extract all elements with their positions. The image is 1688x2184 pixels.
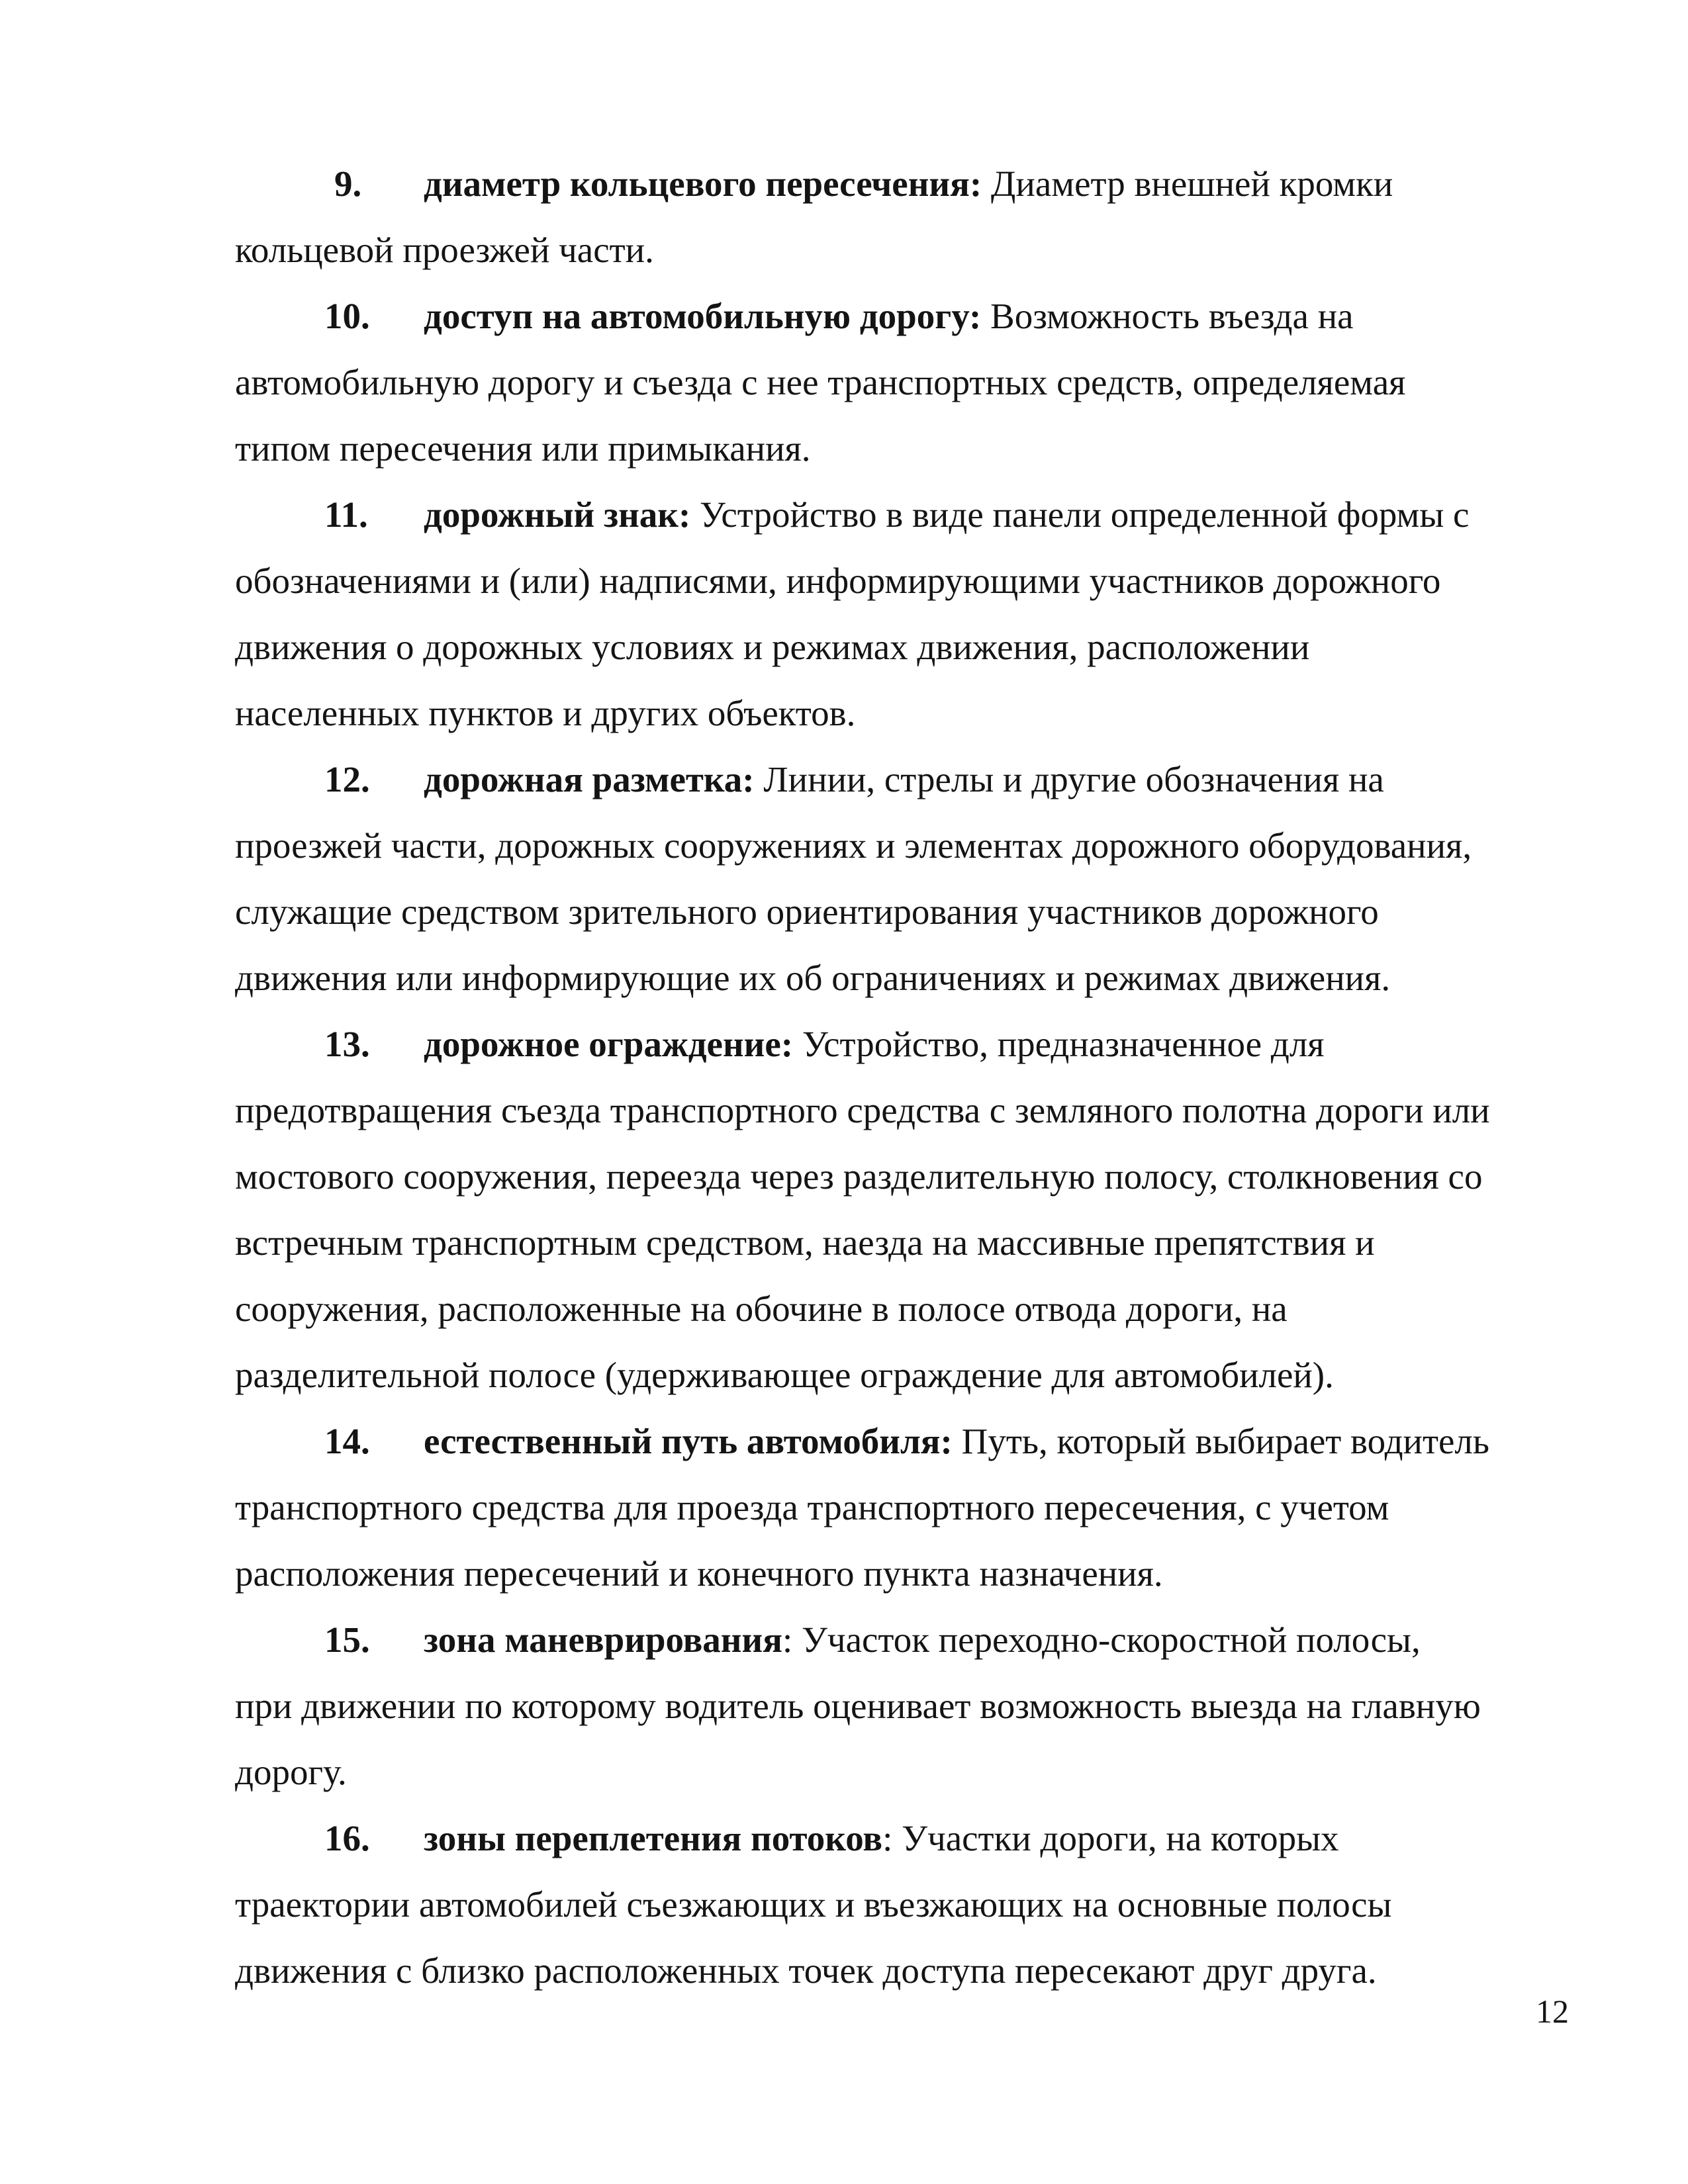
definition-entry (235, 1607, 1566, 1805)
entry-number: 15. (324, 1619, 370, 1660)
entry-term: дорожный знак: (424, 494, 691, 535)
definition-entry (235, 1408, 1566, 1607)
entry-term: дорожная разметка: (424, 759, 755, 799)
entry-text: Возможность въезда на (981, 296, 1354, 336)
entry-text: разделительной полосе (удерживающее ограждение для автомобилей). (235, 1355, 1334, 1395)
definition-entry (235, 747, 1566, 1011)
entry-term: дорожное ограждение: (424, 1024, 794, 1064)
entry-text: служащие средством зрительного ориентирования участников дорожного (235, 891, 1379, 932)
entry-text: Устройство, предназначенное для (793, 1024, 1325, 1064)
entry-text: Путь, который выбирает водитель (952, 1421, 1489, 1461)
entry-text: мостового сооружения, переезда через разделительную полосу, столкновения со (235, 1156, 1483, 1197)
entry-term: естественный путь автомобиля: (424, 1421, 953, 1461)
entry-text: движения с близко расположенных точек доступа пересекают друг друга. (235, 1950, 1377, 1991)
entry-text: дорогу. (235, 1752, 347, 1792)
entry-text: встречным транспортным средством, наезда на массивные препятствия и (235, 1222, 1375, 1263)
entry-number: 13. (324, 1024, 370, 1064)
entry-text: расположения пересечений и конечного пункта назначения. (235, 1553, 1163, 1594)
entry-number: 12. (324, 759, 370, 799)
entry-text: движения или информирующие их об ограничениях и режимах движения. (235, 958, 1391, 998)
entry-number: 16. (324, 1818, 370, 1858)
entry-term: зоны переплетения потоков (424, 1818, 883, 1858)
definition-entry (235, 1011, 1566, 1408)
entry-text: типом пересечения или примыкания. (235, 428, 811, 469)
entry-term: доступ на автомобильную дорогу: (424, 296, 982, 336)
entry-text: транспортного средства для проезда транспортного пересечения, с учетом (235, 1487, 1389, 1527)
entry-text: при движении по которому водитель оценивает возможность выезда на главную (235, 1686, 1481, 1726)
entry-term: зона маневрирования (424, 1619, 782, 1660)
definition-entry (235, 1805, 1566, 2004)
entry-text: : Участки дороги, на которых (882, 1818, 1339, 1858)
entry-text: автомобильную дорогу и съезда с нее транспортных средств, определяемая (235, 362, 1406, 402)
entry-text: населенных пунктов и других объектов. (235, 693, 856, 733)
entry-text: : Участок переходно-скоростной полосы, (782, 1619, 1421, 1660)
entry-number: 14. (324, 1421, 370, 1461)
entry-term: диаметр кольцевого пересечения: (424, 163, 982, 204)
page-number: 12 (1536, 1993, 1569, 2030)
document-body (235, 151, 1566, 2004)
entry-text: Устройство в виде панели определенной формы с (690, 494, 1470, 535)
entry-number: 11. (324, 494, 368, 535)
entry-text: Линии, стрелы и другие обозначения на (754, 759, 1384, 799)
entry-text: проезжей части, дорожных сооружениях и элементах дорожного оборудования, (235, 825, 1472, 866)
entry-text: предотвращения съезда транспортного средства с земляного полотна дороги или (235, 1090, 1490, 1130)
entry-text: обозначениями и (или) надписями, информирующими участников дорожного (235, 561, 1441, 601)
definition-entry (235, 283, 1566, 482)
entry-text: кольцевой проезжей части. (235, 230, 654, 270)
entry-text: траектории автомобилей съезжающих и въезжающих на основные полосы (235, 1884, 1392, 1925)
entry-text: сооружения, расположенные на обочине в полосе отвода дороги, на (235, 1289, 1288, 1329)
definition-entry (235, 151, 1566, 283)
entry-text: Диаметр внешней кромки (982, 163, 1393, 204)
definition-entry (235, 482, 1566, 747)
entry-text: движения о дорожных условиях и режимах движения, расположении (235, 627, 1310, 667)
entry-number: 10. (324, 296, 370, 336)
entry-number: 9. (334, 163, 362, 204)
